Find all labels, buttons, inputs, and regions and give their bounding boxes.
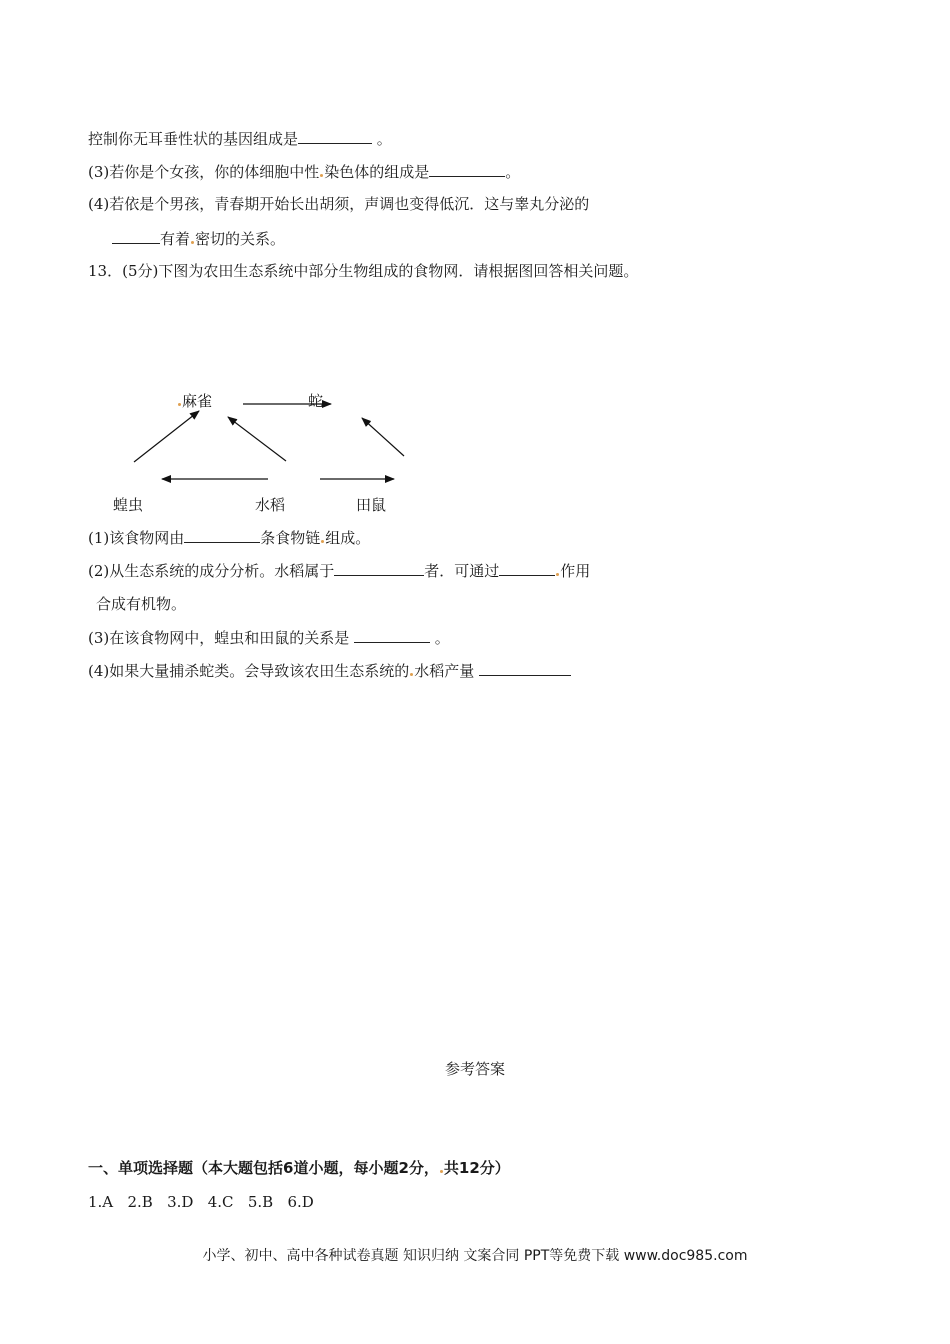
q13-item2-line2: 合成有机物。	[96, 595, 187, 613]
mark-dot	[178, 403, 181, 406]
arrow-rice-to-sparrow	[228, 417, 286, 461]
mark-dot	[410, 673, 413, 676]
mark-dot	[321, 540, 324, 543]
answers-list: 1.A 2.B 3.D 4.C 5.B 6.D	[88, 1193, 314, 1211]
q12-item3: (3)若你是个女孩，你的体细胞中性 染色体的组成是 。	[88, 163, 521, 181]
node-field-mouse: 田鼠	[356, 496, 387, 514]
node-sparrow: 麻雀	[177, 390, 212, 411]
q12-gene-line: 控制你无耳垂性状的基因组成是 。	[88, 130, 392, 148]
answer-blank[interactable]	[184, 527, 260, 543]
node-locust: 蝗虫	[113, 496, 144, 514]
mark-dot	[440, 1170, 443, 1173]
q13-intro: 13．(5分)下图为农田生态系统中部分生物组成的食物网．请根据图回答相关问题。	[88, 262, 639, 280]
q13-item2: (2)从生态系统的成分分析。水稻属于 者．可通过 作用	[88, 562, 591, 580]
answer-blank[interactable]	[354, 627, 430, 643]
q12-item4-line1: (4)若依是个男孩，青春期开始长出胡须，声调也变得低沉．这与睾丸分泌的	[88, 195, 590, 213]
q12-item4-line2: 有着 密切的关系。	[112, 228, 285, 249]
page-footer: 小学、初中、高中各种试卷真题 知识归纳 文案合同 PPT等免费下载 www.doc985.com	[202, 1248, 748, 1264]
q13-item3: (3)在该食物网中，蝗虫和田鼠的关系是 。	[88, 629, 450, 647]
answer-blank[interactable]	[479, 660, 571, 676]
q13-item1: (1)该食物网由 条食物链 组成。	[88, 529, 371, 547]
node-snake: 蛇	[308, 392, 324, 410]
q13-item4: (4)如果大量捕杀蛇类。会导致该农田生态系统的 水稻产量	[88, 660, 571, 681]
arrow-locust-to-sparrow	[134, 411, 199, 462]
mark-dot	[556, 573, 559, 576]
answer-blank[interactable]	[334, 560, 424, 576]
answer-blank[interactable]	[499, 560, 555, 576]
node-rice: 水稻	[255, 496, 286, 514]
answers-title: 参考答案	[444, 1060, 505, 1078]
arrow-mouse-to-snake	[362, 418, 404, 456]
answers-section1-heading: 一、单项选择题（本大题包括6道小题，每小题2分， 共12分）	[88, 1159, 510, 1177]
